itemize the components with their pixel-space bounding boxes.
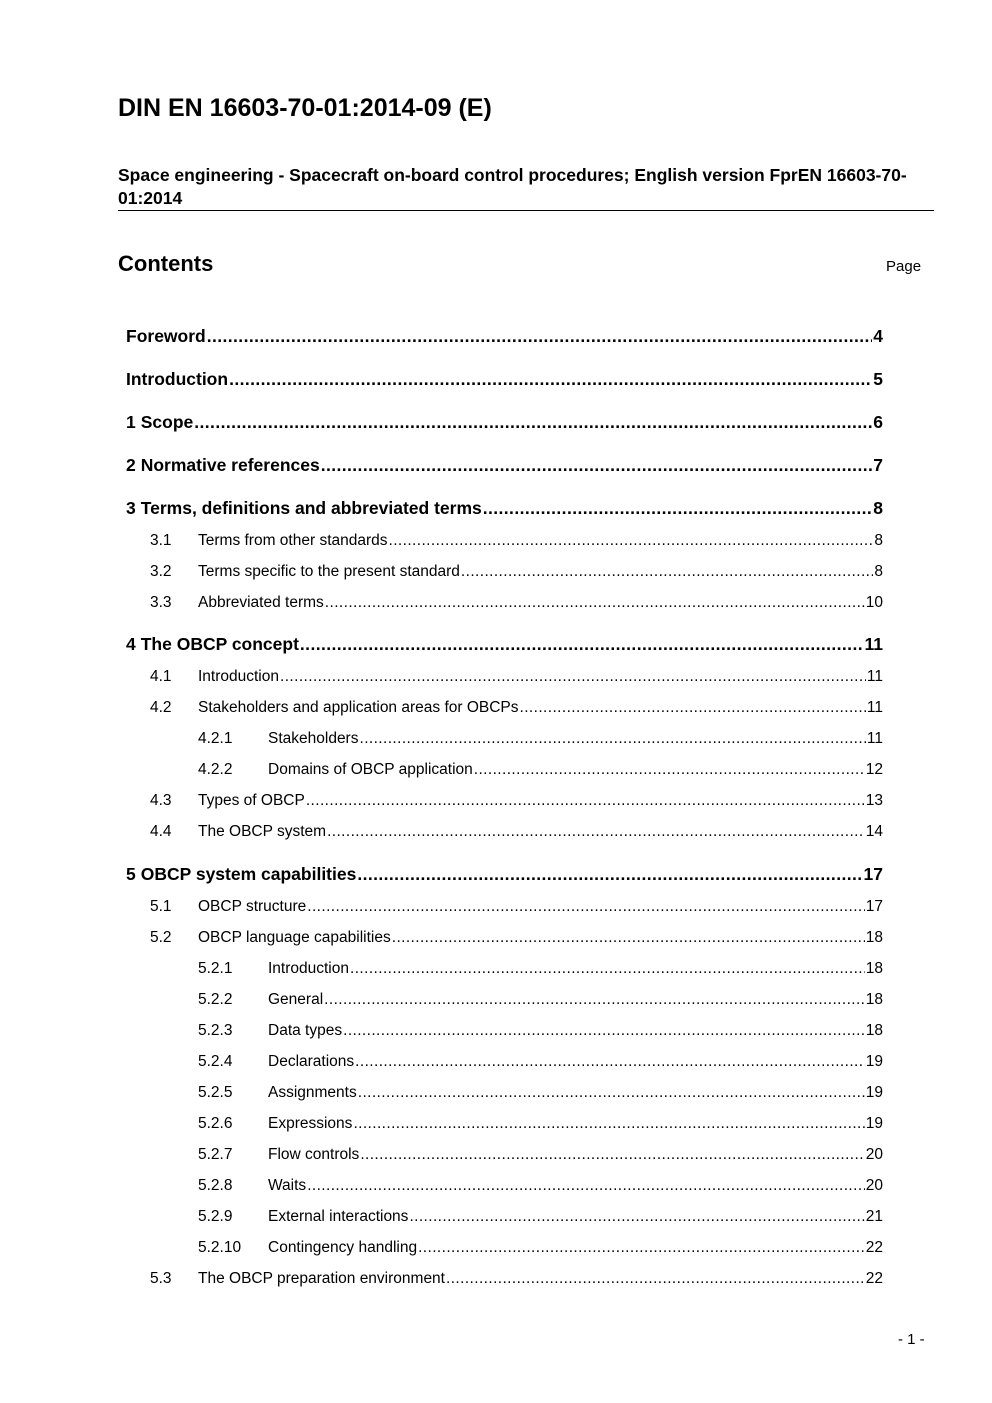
toc-entry-number: 5.2.1 bbox=[198, 960, 233, 977]
toc-entry-page: 10 bbox=[865, 594, 883, 611]
toc-entry[interactable] bbox=[126, 864, 883, 888]
toc-entry-page: 8 bbox=[874, 563, 883, 580]
toc-entry-title: Expressions bbox=[268, 1115, 353, 1132]
toc-dot-leader bbox=[392, 929, 865, 947]
toc-dot-leader bbox=[359, 730, 865, 748]
toc-entry-number: 5.1 bbox=[150, 898, 172, 915]
toc-entry-title: The OBCP system bbox=[198, 823, 327, 840]
toc-entry-title: Scope bbox=[140, 412, 194, 432]
toc-entry-page: 19 bbox=[865, 1084, 883, 1101]
toc-dot-leader bbox=[389, 532, 874, 550]
toc-entry-title: Normative references bbox=[140, 455, 320, 475]
toc-entry-page: 11 bbox=[866, 699, 883, 716]
toc-dot-leader bbox=[418, 1239, 865, 1257]
toc-entry-number: 4.2 bbox=[150, 699, 172, 716]
toc-entry[interactable] bbox=[150, 668, 883, 690]
toc-entry-title: OBCP structure bbox=[198, 898, 307, 915]
toc-entry-page: 11 bbox=[864, 634, 883, 654]
toc-entry-title: Abbreviated terms bbox=[198, 594, 324, 611]
toc-entry[interactable] bbox=[126, 412, 883, 436]
toc-dot-leader bbox=[483, 498, 873, 519]
toc-entry-page: 18 bbox=[865, 960, 883, 977]
toc-entry[interactable] bbox=[150, 1239, 883, 1261]
toc-entry[interactable] bbox=[150, 1146, 883, 1168]
toc-entry-page: 12 bbox=[865, 761, 883, 778]
toc-entry-number: 5.2.9 bbox=[198, 1208, 233, 1225]
toc-dot-leader bbox=[229, 369, 872, 390]
toc-entry-title: Terms specific to the present standard bbox=[198, 563, 460, 580]
toc-entry[interactable] bbox=[150, 823, 883, 845]
toc-entry-number: 4.2.1 bbox=[198, 730, 233, 747]
toc-entry-title: Introduction bbox=[198, 668, 279, 685]
toc-dot-leader bbox=[194, 412, 872, 433]
toc-dot-leader bbox=[307, 1177, 865, 1195]
toc-entry[interactable] bbox=[150, 991, 883, 1013]
toc-dot-leader bbox=[300, 634, 864, 655]
toc-entry[interactable] bbox=[150, 1053, 883, 1075]
toc-entry-title: The OBCP concept bbox=[140, 634, 299, 654]
toc-dot-leader bbox=[327, 823, 865, 841]
toc-entry[interactable] bbox=[150, 1022, 883, 1044]
footer-page-number: - 1 - bbox=[898, 1331, 925, 1348]
toc-entry-title: Data types bbox=[268, 1022, 343, 1039]
toc-entry[interactable] bbox=[150, 960, 883, 982]
toc-entry-page: 18 bbox=[865, 929, 883, 946]
document-subtitle: Space engineering - Spacecraft on-board control procedures; English version FprEN 16603-70-01:2014 bbox=[118, 165, 907, 208]
toc-entry-title: OBCP system capabilities bbox=[140, 864, 357, 884]
toc-entry-number: 4.3 bbox=[150, 792, 172, 809]
toc-dot-leader bbox=[350, 960, 865, 978]
toc-entry-number: 5 bbox=[126, 864, 136, 884]
toc-entry-title: Introduction bbox=[268, 960, 349, 977]
toc-entry-number: 5.2.6 bbox=[198, 1115, 233, 1132]
toc-entry-title: Types of OBCP bbox=[198, 792, 305, 809]
toc-entry[interactable] bbox=[126, 455, 883, 479]
toc-entry[interactable] bbox=[150, 898, 883, 920]
toc-entry[interactable] bbox=[126, 498, 883, 522]
toc-entry-number: 4.4 bbox=[150, 823, 172, 840]
toc-entry-number: 4 bbox=[126, 634, 136, 654]
toc-entry-number: 5.2 bbox=[150, 929, 172, 946]
toc-entry-number: 5.2.5 bbox=[198, 1084, 233, 1101]
toc-entry[interactable] bbox=[150, 730, 883, 752]
toc-entry-title: The OBCP preparation environment bbox=[198, 1270, 445, 1287]
toc-entry-page: 22 bbox=[865, 1270, 883, 1287]
toc-entry-page: 17 bbox=[863, 864, 883, 884]
toc-entry-number: 5.2.2 bbox=[198, 991, 233, 1008]
toc-dot-leader bbox=[325, 594, 865, 612]
toc-entry[interactable] bbox=[150, 1177, 883, 1199]
toc-dot-leader bbox=[409, 1208, 864, 1226]
toc-entry-page: 8 bbox=[873, 498, 883, 518]
toc-entry-number: 5.3 bbox=[150, 1270, 172, 1287]
toc-entry-number: 5.2.10 bbox=[198, 1239, 242, 1256]
toc-entry-title: Assignments bbox=[268, 1084, 357, 1101]
toc-entry-page: 19 bbox=[865, 1053, 883, 1070]
toc-entry[interactable] bbox=[150, 563, 883, 585]
toc-entry-page: 14 bbox=[865, 823, 883, 840]
toc-dot-leader bbox=[307, 898, 864, 916]
toc-entry-title: Flow controls bbox=[268, 1146, 360, 1163]
toc-dot-leader bbox=[324, 991, 865, 1009]
toc-entry-number: 5.2.7 bbox=[198, 1146, 233, 1163]
toc-entry-page: 11 bbox=[866, 730, 883, 747]
contents-heading: Contents bbox=[118, 251, 214, 276]
toc-entry-title: Domains of OBCP application bbox=[268, 761, 473, 778]
toc-entry-title: Foreword bbox=[126, 326, 206, 346]
toc-dot-leader bbox=[207, 326, 873, 347]
toc-entry[interactable] bbox=[150, 1208, 883, 1230]
toc-entry-number: 5.2.3 bbox=[198, 1022, 233, 1039]
toc-entry[interactable] bbox=[150, 1270, 883, 1292]
toc-dot-leader bbox=[321, 455, 873, 476]
toc-entry-page: 19 bbox=[865, 1115, 883, 1132]
toc-entry[interactable] bbox=[126, 634, 883, 658]
toc-entry-number: 5.2.4 bbox=[198, 1053, 233, 1070]
toc-dot-leader bbox=[306, 792, 865, 810]
toc-dot-leader bbox=[520, 699, 866, 717]
toc-entry-page: 4 bbox=[873, 326, 883, 346]
toc-entry-page: 18 bbox=[865, 991, 883, 1008]
toc-dot-leader bbox=[355, 1053, 865, 1071]
document-title: DIN EN 16603-70-01:2014-09 (E) bbox=[118, 94, 492, 122]
toc-entry-page: 20 bbox=[865, 1177, 883, 1194]
toc-entry-title: External interactions bbox=[268, 1208, 409, 1225]
toc-entry-page: 5 bbox=[873, 369, 883, 389]
toc-entry[interactable] bbox=[150, 929, 883, 951]
toc-entry[interactable] bbox=[150, 699, 883, 721]
toc-entry-number: 3.2 bbox=[150, 563, 172, 580]
toc-entry[interactable] bbox=[150, 532, 883, 554]
toc-entry-number: 5.2.8 bbox=[198, 1177, 233, 1194]
toc-dot-leader bbox=[446, 1270, 865, 1288]
toc-entry-page: 22 bbox=[865, 1239, 883, 1256]
toc-dot-leader bbox=[474, 761, 865, 779]
toc-entry[interactable] bbox=[150, 594, 883, 616]
toc-entry-page: 21 bbox=[865, 1208, 883, 1225]
toc-entry[interactable] bbox=[150, 792, 883, 814]
toc-entry-number: 3.1 bbox=[150, 532, 172, 549]
toc-dot-leader bbox=[353, 1115, 864, 1133]
toc-entry-page: 7 bbox=[873, 455, 883, 475]
toc-dot-leader bbox=[357, 864, 862, 885]
toc-dot-leader bbox=[280, 668, 866, 686]
toc-dot-leader bbox=[343, 1022, 865, 1040]
toc-entry[interactable] bbox=[150, 1084, 883, 1106]
page-column-heading: Page bbox=[886, 258, 922, 275]
toc-entry-number: 2 bbox=[126, 455, 136, 475]
toc-entry-number: 3.3 bbox=[150, 594, 172, 611]
toc-entry-title: General bbox=[268, 991, 324, 1008]
toc-entry-page: 18 bbox=[865, 1022, 883, 1039]
toc-dot-leader bbox=[358, 1084, 865, 1102]
toc-entry-page: 17 bbox=[865, 898, 883, 915]
toc-entry[interactable] bbox=[126, 369, 883, 393]
toc-entry-number: 4.2.2 bbox=[198, 761, 233, 778]
toc-entry-title: Waits bbox=[268, 1177, 307, 1194]
toc-entry[interactable] bbox=[150, 761, 883, 783]
toc-entry-title: OBCP language capabilities bbox=[198, 929, 391, 946]
toc-entry-title: Stakeholders bbox=[268, 730, 359, 747]
toc-entry-title: Introduction bbox=[126, 369, 229, 389]
toc-entry-number: 4.1 bbox=[150, 668, 172, 685]
toc-entry-number: 3 bbox=[126, 498, 136, 518]
toc-entry[interactable] bbox=[150, 1115, 883, 1137]
toc-entry-title: Terms, definitions and abbreviated terms bbox=[140, 498, 482, 518]
toc-entry-title: Contingency handling bbox=[268, 1239, 418, 1256]
toc-dot-leader bbox=[360, 1146, 864, 1164]
toc-entry-page: 11 bbox=[866, 668, 883, 685]
toc-entry-page: 8 bbox=[874, 532, 883, 549]
toc-dot-leader bbox=[461, 563, 873, 581]
toc-entry-title: Declarations bbox=[268, 1053, 355, 1070]
toc-entry-page: 13 bbox=[865, 792, 883, 809]
toc-entry[interactable] bbox=[126, 326, 883, 350]
toc-entry-title: Stakeholders and application areas for OBCPs bbox=[198, 699, 519, 716]
toc-entry-page: 6 bbox=[873, 412, 883, 432]
toc-entry-number: 1 bbox=[126, 412, 136, 432]
toc-entry-title: Terms from other standards bbox=[198, 532, 388, 549]
toc-entry-page: 20 bbox=[865, 1146, 883, 1163]
